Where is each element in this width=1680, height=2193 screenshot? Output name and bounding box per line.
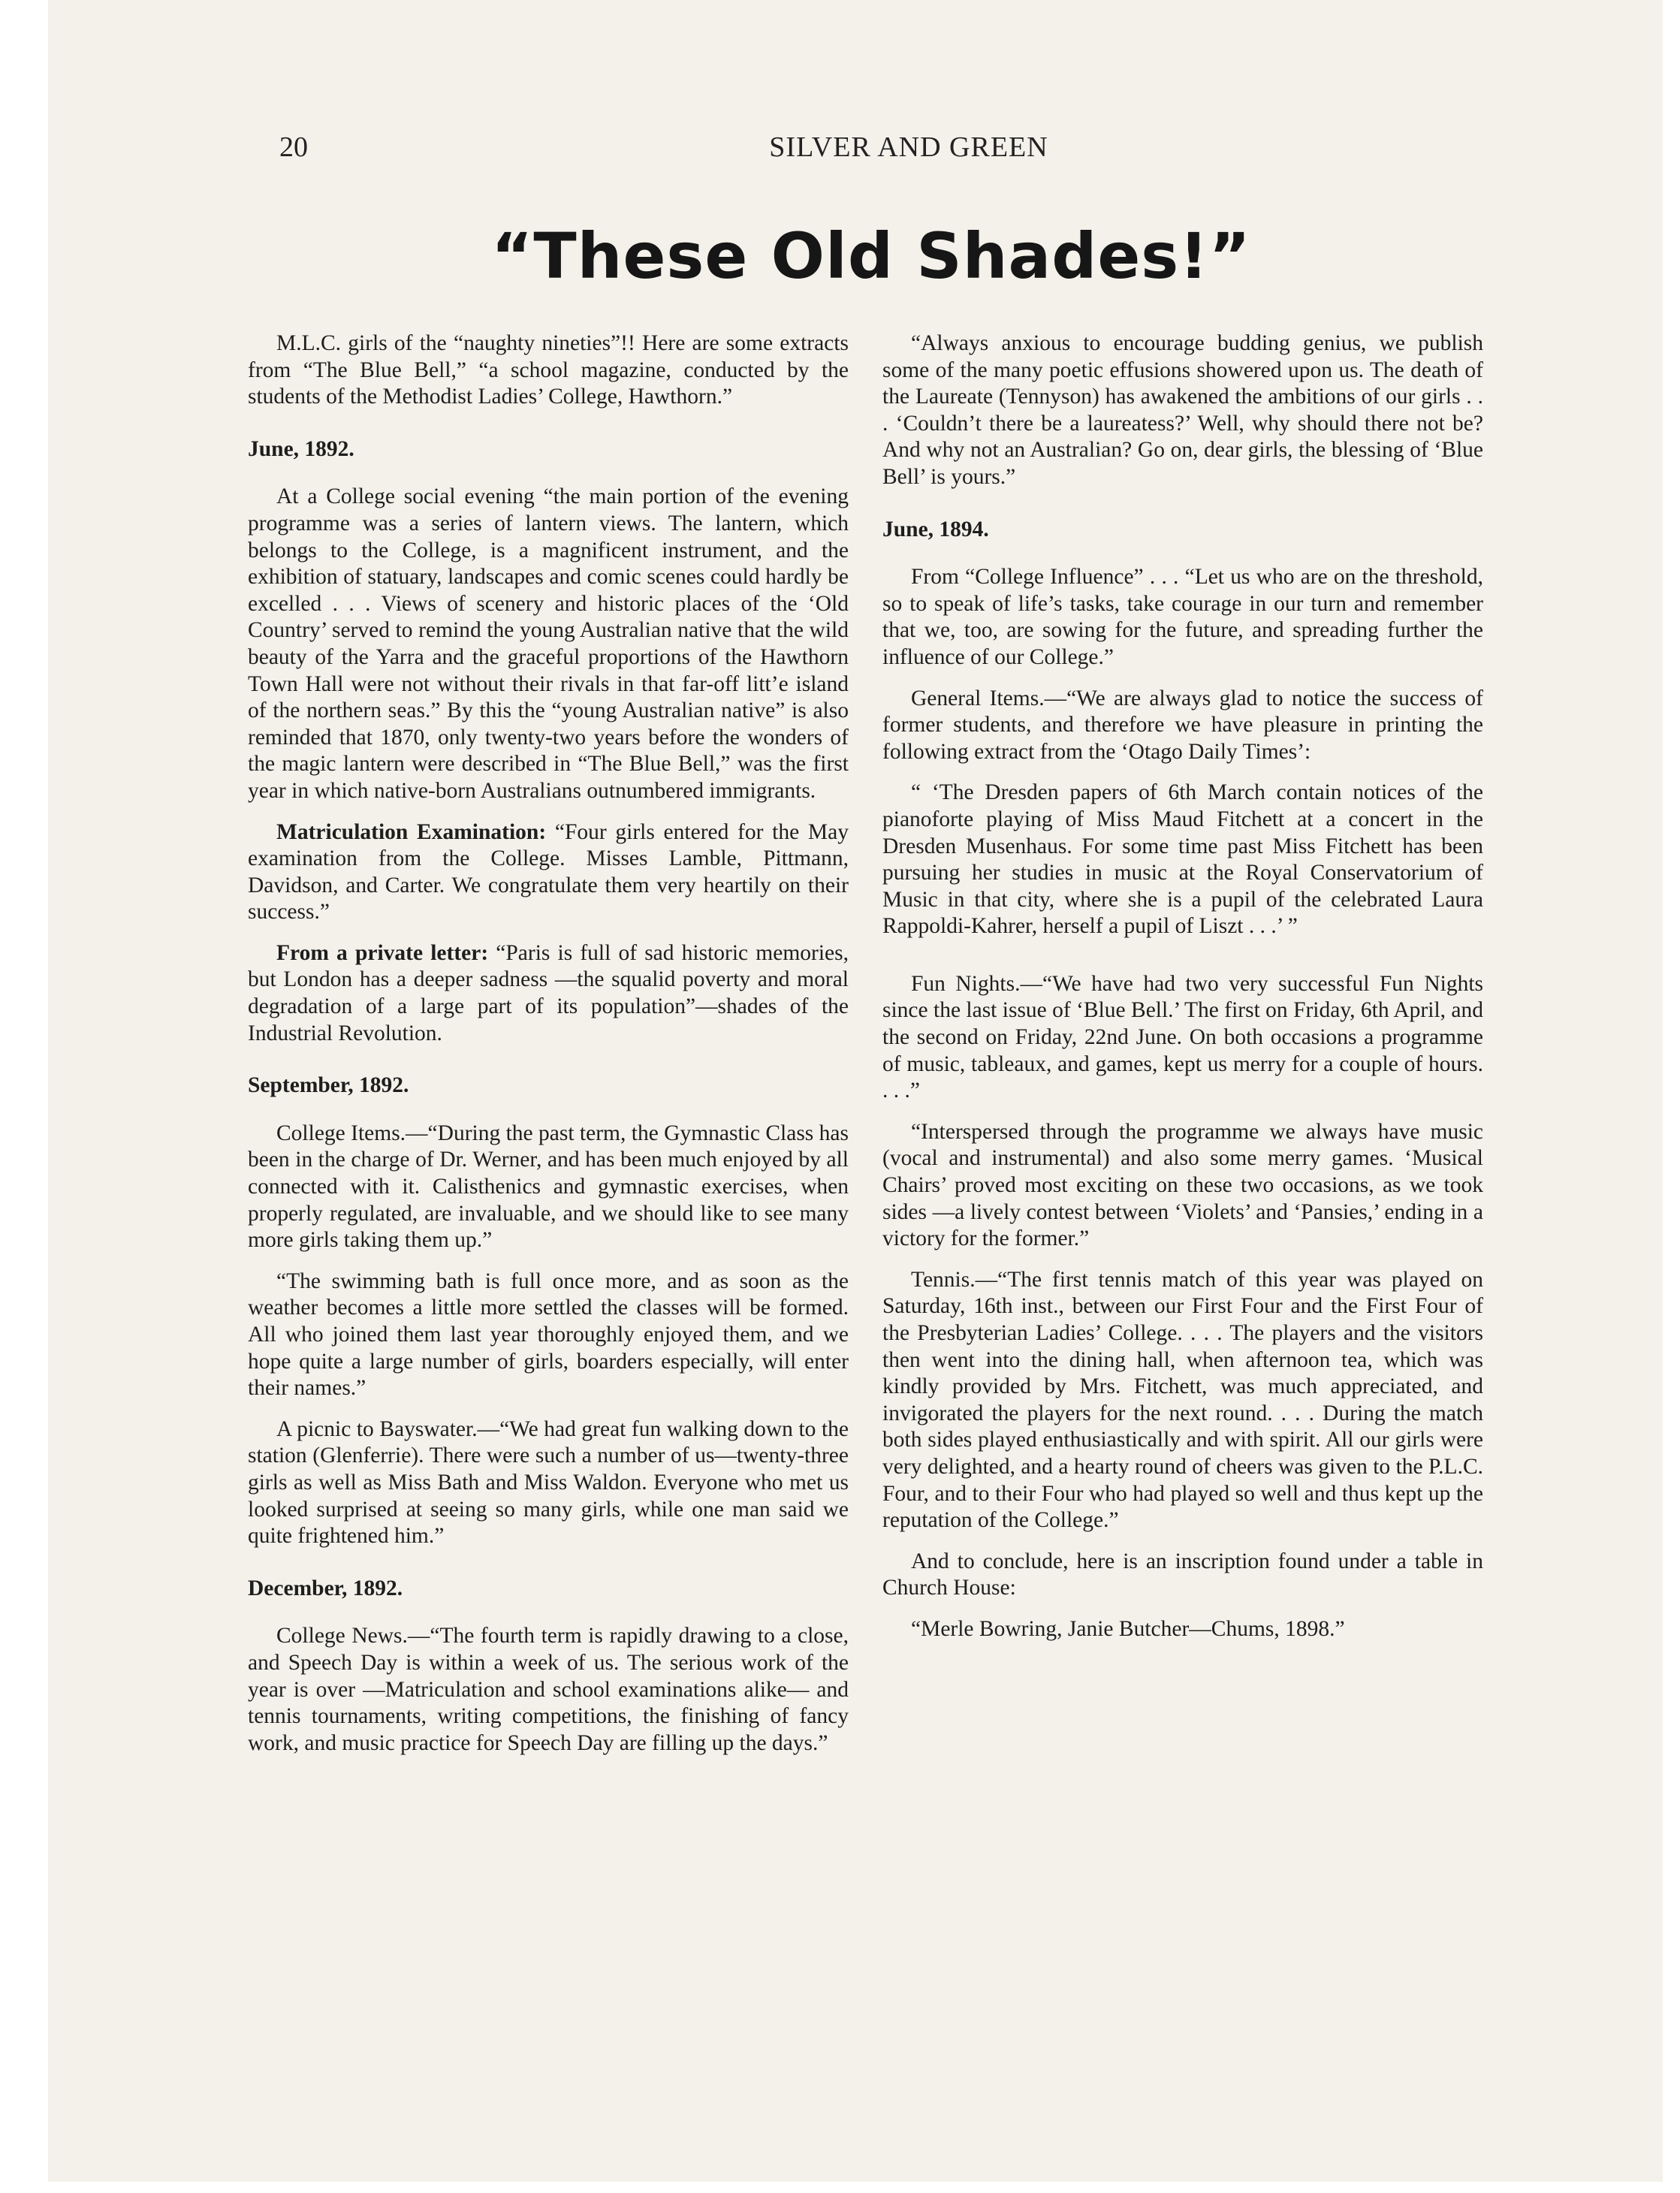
paragraph-text: “Interspersed through the programme we always have music (vocal and instrumental) and also some merry games. ‘Musical Chairs’ proved most exciting on these two occasions, as we took sides —a lively contest between ‘Violets’ and ‘Pansies,’ ending in a victory for the former.”	[882, 1119, 1483, 1251]
right-column	[882, 330, 1483, 1658]
paragraph-text: “Paris is full of sad historic memories, but London has a deeper sadness —the squalid poverty and moral degradation of a large part of its population”—shades of the Industrial Revolution.	[248, 940, 849, 1045]
paragraph	[248, 819, 849, 926]
paragraph	[882, 1119, 1483, 1253]
page-bottom-edge	[48, 2182, 1663, 2193]
paragraph-text: At a College social evening “the main portion of the evening programme was a series of lantern views. The lantern, which belongs to the College, is a magnificent instrument, and the exhibition of statuary, landscapes and comic scenes could hardly be excelled . . . Views of scenery and historic places of the ‘Old Country’ served to remind the young Australian native that the wild beauty of the Yarra and the graceful proportions of the Hawthorn Town Hall were not without their rivals in that far-off litt’e island of the northern seas.” By this the “young Australian native” is also reminded that 1870, only twenty-two years before the wonders of the magic lantern were described in “The Blue Bell,” was the first year in which native-born Australians outnumbered immigrants.	[248, 484, 849, 803]
section-heading-june-1892: June, 1892.	[248, 436, 354, 461]
paragraph-text: “ ‘The Dresden papers of 6th March contain notices of the pianoforte playing of Miss Maud Fitchett at a concert in the Dresden Musenhaus. For some time past Miss Fitchett has been pursuing her studies in music at the Royal Conservatorium of Music in that city, where she is a pupil of the celebrated Laura Rappoldi-Kahrer, herself a pupil of Liszt . . .’ ”	[882, 780, 1483, 939]
paragraph-lead: From a private letter:	[276, 940, 489, 965]
spacer	[882, 955, 1483, 971]
paragraph	[248, 484, 849, 804]
article-title: “These Old Shades!”	[491, 219, 1251, 293]
paragraph	[882, 971, 1483, 1105]
section-heading-december-1892: December, 1892.	[248, 1576, 403, 1600]
paragraph	[248, 1121, 849, 1254]
paragraph	[882, 564, 1483, 671]
section-heading-september-1892: September, 1892.	[248, 1073, 409, 1098]
paragraph-text: “Merle Bowring, Janie Butcher—Chums, 1898.”	[911, 1616, 1345, 1641]
paragraph-text: College Items.—“During the past term, the Gymnastic Class has been in the charge of Dr. Werner, and has been much enjoyed by all connected with it. Calisthenics and gymnastic exercises, when properly regulated, are invaluable, and we should like to see many more girls taking them up.”	[248, 1121, 849, 1253]
paragraph-text: Tennis.—“The first tennis match of this year was played on Saturday, 16th inst., between our First Four and the First Four of the Presbyterian Ladies’ College. . . . The players and the visitors then went into the dining hall, when afternoon tea, which was kindly provided by Mrs. Fitchett, was much appreciated, and invigorated the players for the next round. . . . During the match both sides played enthusiastically and with spirit. All our girls were very delighted, and a hearty round of cheers was given to the P.L.C. Four, and to their Four who had played so well and thus kept up the reputation of the College.”	[882, 1267, 1483, 1533]
paragraph-text: “The swimming bath is full once more, and as soon as the weather becomes a little more settled the classes will be formed. All who joined them last year thoroughly enjoyed them, and we hope quite a large number of girls, boarders especially, will enter their names.”	[248, 1268, 849, 1401]
paragraph	[882, 1549, 1483, 1602]
paragraph-text: A picnic to Bayswater.—“We had great fun walking down to the station (Glenferrie). There were such a number of us—twenty-three girls as well as Miss Bath and Miss Waldon. Everyone who met us looked surprised at seeing so many girls, while one man said we quite frightened him.”	[248, 1416, 849, 1549]
closing-inscription	[882, 1616, 1483, 1643]
paragraph-text: College News.—“The fourth term is rapidly drawing to a close, and Speech Day is within a week of us. The serious work of the year is over —Matriculation and school examinations alike— and tennis tournaments, writing competitions, the finishing of fancy work, and music practice for Speech Day are filling up the days.”	[248, 1624, 849, 1755]
paragraph	[248, 1416, 849, 1550]
paragraph	[882, 686, 1483, 766]
paragraph-text: And to conclude, here is an inscription found under a table in Church House:	[882, 1549, 1483, 1600]
paragraph-text: Fun Nights.—“We have had two very successful Fun Nights since the last issue of ‘Blue Bell.’ The first on Friday, 6th April, and the second on Friday, 22nd June. On both occasions a programme of music, tableaux, and games, kept us merry for a couple of hours. . . .”	[882, 971, 1483, 1103]
paragraph	[248, 1268, 849, 1402]
paragraph	[882, 1267, 1483, 1534]
paragraph	[248, 1623, 849, 1757]
paragraph-text: “Always anxious to encourage budding genius, we publish some of the many poetic effusions showered upon us. The death of the Laureate (Tennyson) has awakened the ambitions of our girls . . . ‘Couldn’t there be a laureatess?’ Well, why should there not be? And why not an Australian? Go on, dear girls, the blessing of ‘Blue Bell’ is yours.”	[882, 331, 1483, 489]
intro-paragraph: M.L.C. girls of the “naughty nineties”!! Here are some extracts from “The Blue Bell,” “a school magazine, conducted by the students of the Methodist Ladies’ College, Hawthorn.”	[248, 331, 849, 409]
section-heading-june-1894: June, 1894.	[882, 517, 989, 541]
running-header: SILVER AND GREEN	[769, 131, 1048, 163]
paragraph	[882, 330, 1483, 491]
paragraph-text: “Four girls entered for the May examination from the College. Misses Lamble, Pittmann, Davidson, and Carter. We congratulate them very heartily on their success.”	[248, 819, 849, 925]
paragraph	[248, 940, 849, 1047]
paragraph-text: From “College Influence” . . . “Let us who are on the threshold, so to speak of life’s tasks, take courage in our turn and remember that we, too, are sowing for the future, and spreading further the influence of our College.”	[882, 565, 1483, 669]
paragraph-lead: Matriculation Examination:	[276, 819, 547, 844]
quoted-extract	[882, 780, 1483, 940]
page-number: 20	[279, 131, 308, 163]
left-column	[248, 330, 849, 1771]
paragraph-text: General Items.—“We are always glad to notice the success of former students, and therefore we have pleasure in printing the following extract from the ‘Otago Daily Times’:	[882, 686, 1483, 764]
